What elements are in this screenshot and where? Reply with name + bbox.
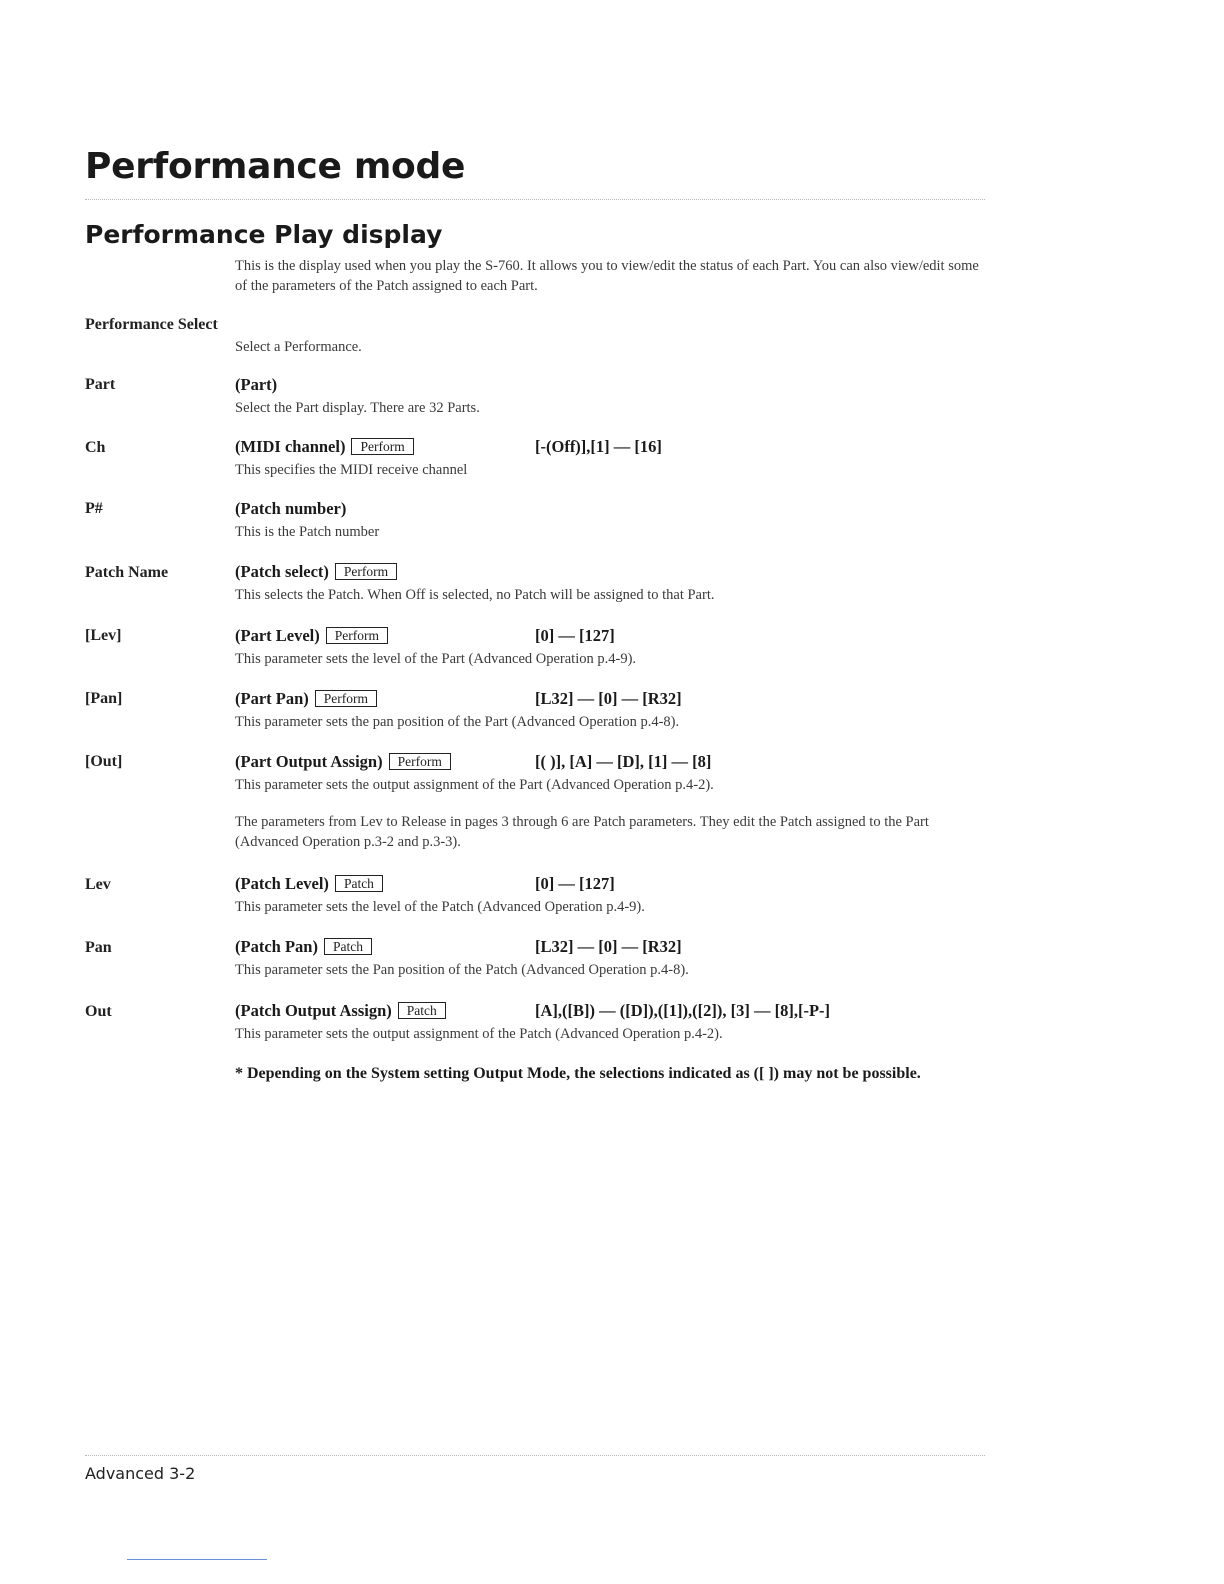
param-entry-patch-number — [235, 499, 995, 542]
param-entry-part-level — [235, 626, 995, 669]
footer-rule — [85, 1455, 985, 1456]
param-label-part-pan: [Pan] — [85, 690, 123, 707]
param-desc: This specifies the MIDI receive channel — [235, 462, 468, 478]
param-label-lev: Lev — [85, 876, 111, 893]
param-entry-patch-name — [235, 562, 995, 605]
param-title: (MIDI channel) — [235, 437, 346, 456]
param-entry-part-output — [235, 752, 995, 795]
perform-tag: Perform — [335, 563, 397, 580]
param-label-out: Out — [85, 1003, 112, 1020]
param-range: [A],([B]) — ([D]),([1]),([2]), [3] — [8],[-P-] — [535, 1001, 831, 1020]
patch-tag: Patch — [398, 1002, 446, 1019]
param-title: (Patch Level) — [235, 874, 329, 893]
param-range: [L32] — [0] — [R32] — [535, 937, 682, 956]
param-desc: This parameter sets the output assignment of the Patch (Advanced Operation p.4-2). — [235, 1026, 723, 1042]
param-entry-patch-level — [235, 874, 995, 917]
param-title: (Patch Pan) — [235, 937, 318, 956]
page-number: Advanced 3-2 — [85, 1464, 196, 1483]
intro-paragraph: This is the display used when you play the S-760. It allows you to view/edit the status of each Part. You can also view/edit some of the parameters of the Patch assigned to each Part. — [235, 258, 979, 294]
param-desc: This selects the Patch. When Off is selected, no Patch will be assigned to that Part. — [235, 587, 715, 603]
param-range: [L32] — [0] — [R32] — [535, 689, 682, 708]
param-title: (Patch Output Assign) — [235, 1001, 392, 1020]
param-desc: This is the Patch number — [235, 524, 380, 540]
link-underline — [127, 1559, 267, 1560]
param-label-part-out: [Out] — [85, 753, 123, 770]
perform-tag: Perform — [351, 438, 413, 455]
patch-tag: Patch — [335, 875, 383, 892]
param-label-patch-number: P# — [85, 500, 103, 517]
output-mode-warning: * Depending on the System setting Output Mode, the selections indicated as ([ ]) may not be possible. — [235, 1065, 921, 1082]
perform-tag: Perform — [389, 753, 451, 770]
perform-tag: Perform — [326, 627, 388, 644]
param-desc: This parameter sets the level of the Patch (Advanced Operation p.4-9). — [235, 899, 645, 915]
param-range: [( )], [A] — [D], [1] — [8] — [535, 752, 712, 771]
param-entry-performance-select — [235, 336, 995, 357]
param-title: (Part Level) — [235, 626, 320, 645]
section-heading: Performance Play display — [85, 220, 443, 249]
heading-rule — [85, 199, 985, 200]
param-desc: Select a Performance. — [235, 339, 362, 355]
param-desc: This parameter sets the Pan position of the Patch (Advanced Operation p.4-8). — [235, 962, 689, 978]
param-desc: This parameter sets the pan position of the Part (Advanced Operation p.4-8). — [235, 714, 680, 730]
param-title: (Part Output Assign) — [235, 752, 383, 771]
page-heading: Performance mode — [85, 146, 466, 187]
param-label-ch: Ch — [85, 439, 106, 456]
param-label-performance-select: Performance Select — [85, 316, 218, 333]
patch-tag: Patch — [324, 938, 372, 955]
param-label-part-lev: [Lev] — [85, 627, 122, 644]
param-desc: Select the Part display. There are 32 Parts. — [235, 400, 480, 416]
param-title: (Patch number) — [235, 499, 347, 518]
param-entry-part — [235, 375, 995, 418]
param-range: [0] — [127] — [535, 874, 615, 893]
patch-params-note: The parameters from Lev to Release in pages 3 through 6 are Patch parameters. They edit the Patch assigned to the Part (Advanced Operation p.3-2 and p.3-3). — [235, 814, 929, 850]
param-label-part: Part — [85, 376, 116, 393]
param-title: (Part) — [235, 375, 278, 394]
param-entry-part-pan — [235, 689, 995, 732]
param-label-pan: Pan — [85, 939, 112, 956]
param-range: [0] — [127] — [535, 626, 615, 645]
param-entry-patch-output — [235, 1001, 995, 1044]
param-title: (Patch select) — [235, 562, 329, 581]
param-desc: This parameter sets the output assignment of the Part (Advanced Operation p.4-2). — [235, 777, 714, 793]
param-desc: This parameter sets the level of the Part (Advanced Operation p.4-9). — [235, 651, 637, 667]
param-entry-ch — [235, 437, 995, 480]
param-range: [-(Off)],[1] — [16] — [535, 437, 662, 456]
param-entry-patch-pan — [235, 937, 995, 980]
param-label-patch-name: Patch Name — [85, 564, 169, 581]
param-title: (Part Pan) — [235, 689, 309, 708]
perform-tag: Perform — [315, 690, 377, 707]
